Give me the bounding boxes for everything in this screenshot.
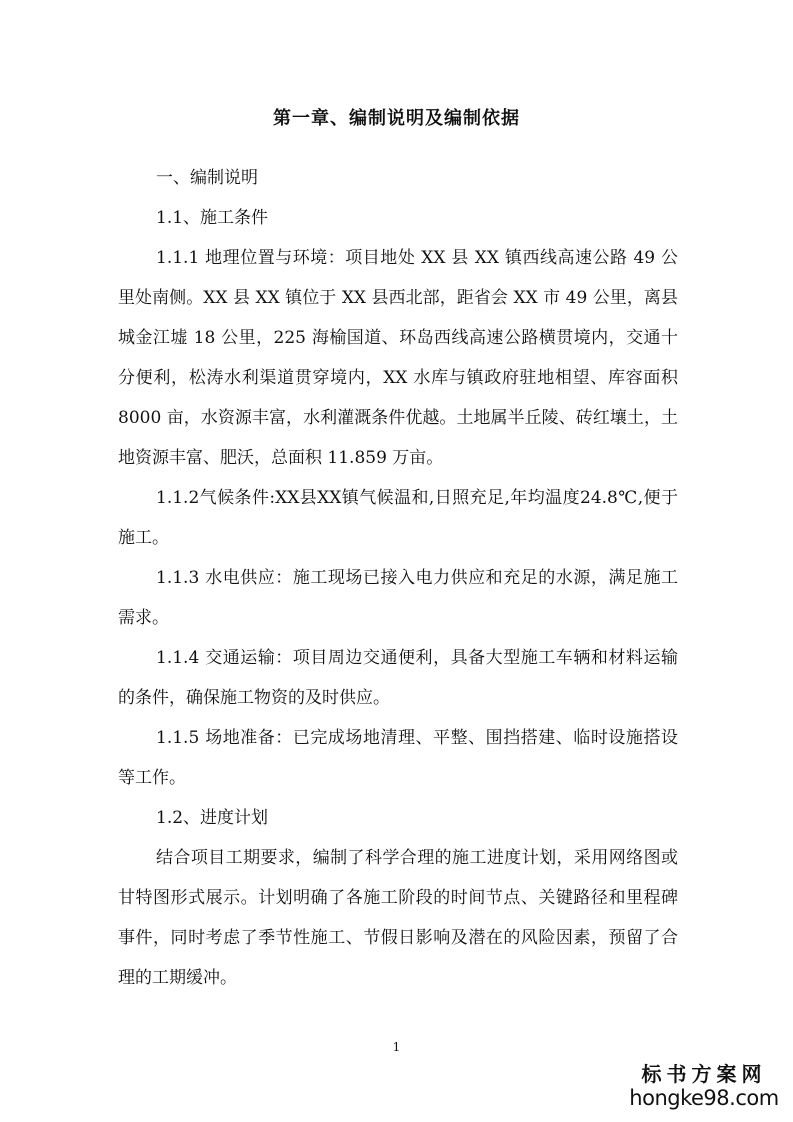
section-heading: 一、编制说明 (156, 168, 258, 188)
paragraph-utilities: 1.1.3 水电供应：施工现场已接入电力供应和充足的水源，满足施工需求。 (118, 568, 678, 628)
subsection-heading: 1.2、进度计划 (156, 808, 269, 828)
page-number: 1 (392, 1040, 401, 1054)
watermark-logo (629, 1062, 779, 1110)
chapter-title: 第一章、编制说明及编制依据 (273, 108, 520, 129)
watermark-title: 标书方案网 (641, 1062, 767, 1086)
paragraph-site: 1.1.5 场地准备：已完成场地清理、平整、围挡搭建、临时设施搭设等工作。 (118, 728, 678, 788)
paragraph-schedule: 结合项目工期要求，编制了科学合理的施工进度计划，采用网络图或甘特图形式展示。计划明确了各施工阶段的时间节点、关键路径和里程碑事件，同时考虑了季节性施工、节假日影响及潜在的风险因素，预留了合理的工期缓冲。 (118, 848, 678, 988)
watermark-url: hongke98.com (629, 1086, 779, 1110)
paragraph-climate: 1.1.2气候条件:XX县XX镇气候温和,日照充足,年均温度24.8℃,便于施工。 (118, 488, 678, 548)
paragraph-location: 1.1.1 地理位置与环境：项目地处 XX 县 XX 镇西线高速公路 49 公里处南侧。XX 县 XX 镇位于 XX 县西北部，距省会 XX 市 49 公里，离县城金江墟 18 公里，225 海榆国道、环岛西线高速公路横贯境内，交通十分便利，松涛水利渠道贯穿境内，XX 水库与镇政府驻地相望、库容面积 8000 亩，水资源丰富，水利灌溉条件优越。土地属半丘陵、砖红壤土，土地资源丰富、肥沃，总面积 11.859 万亩。 (118, 248, 678, 468)
document-body (118, 158, 678, 998)
paragraph-transport: 1.1.4 交通运输：项目周边交通便利，具备大型施工车辆和材料运输的条件，确保施工物资的及时供应。 (118, 648, 678, 708)
subsection-heading: 1.1、施工条件 (156, 208, 269, 228)
